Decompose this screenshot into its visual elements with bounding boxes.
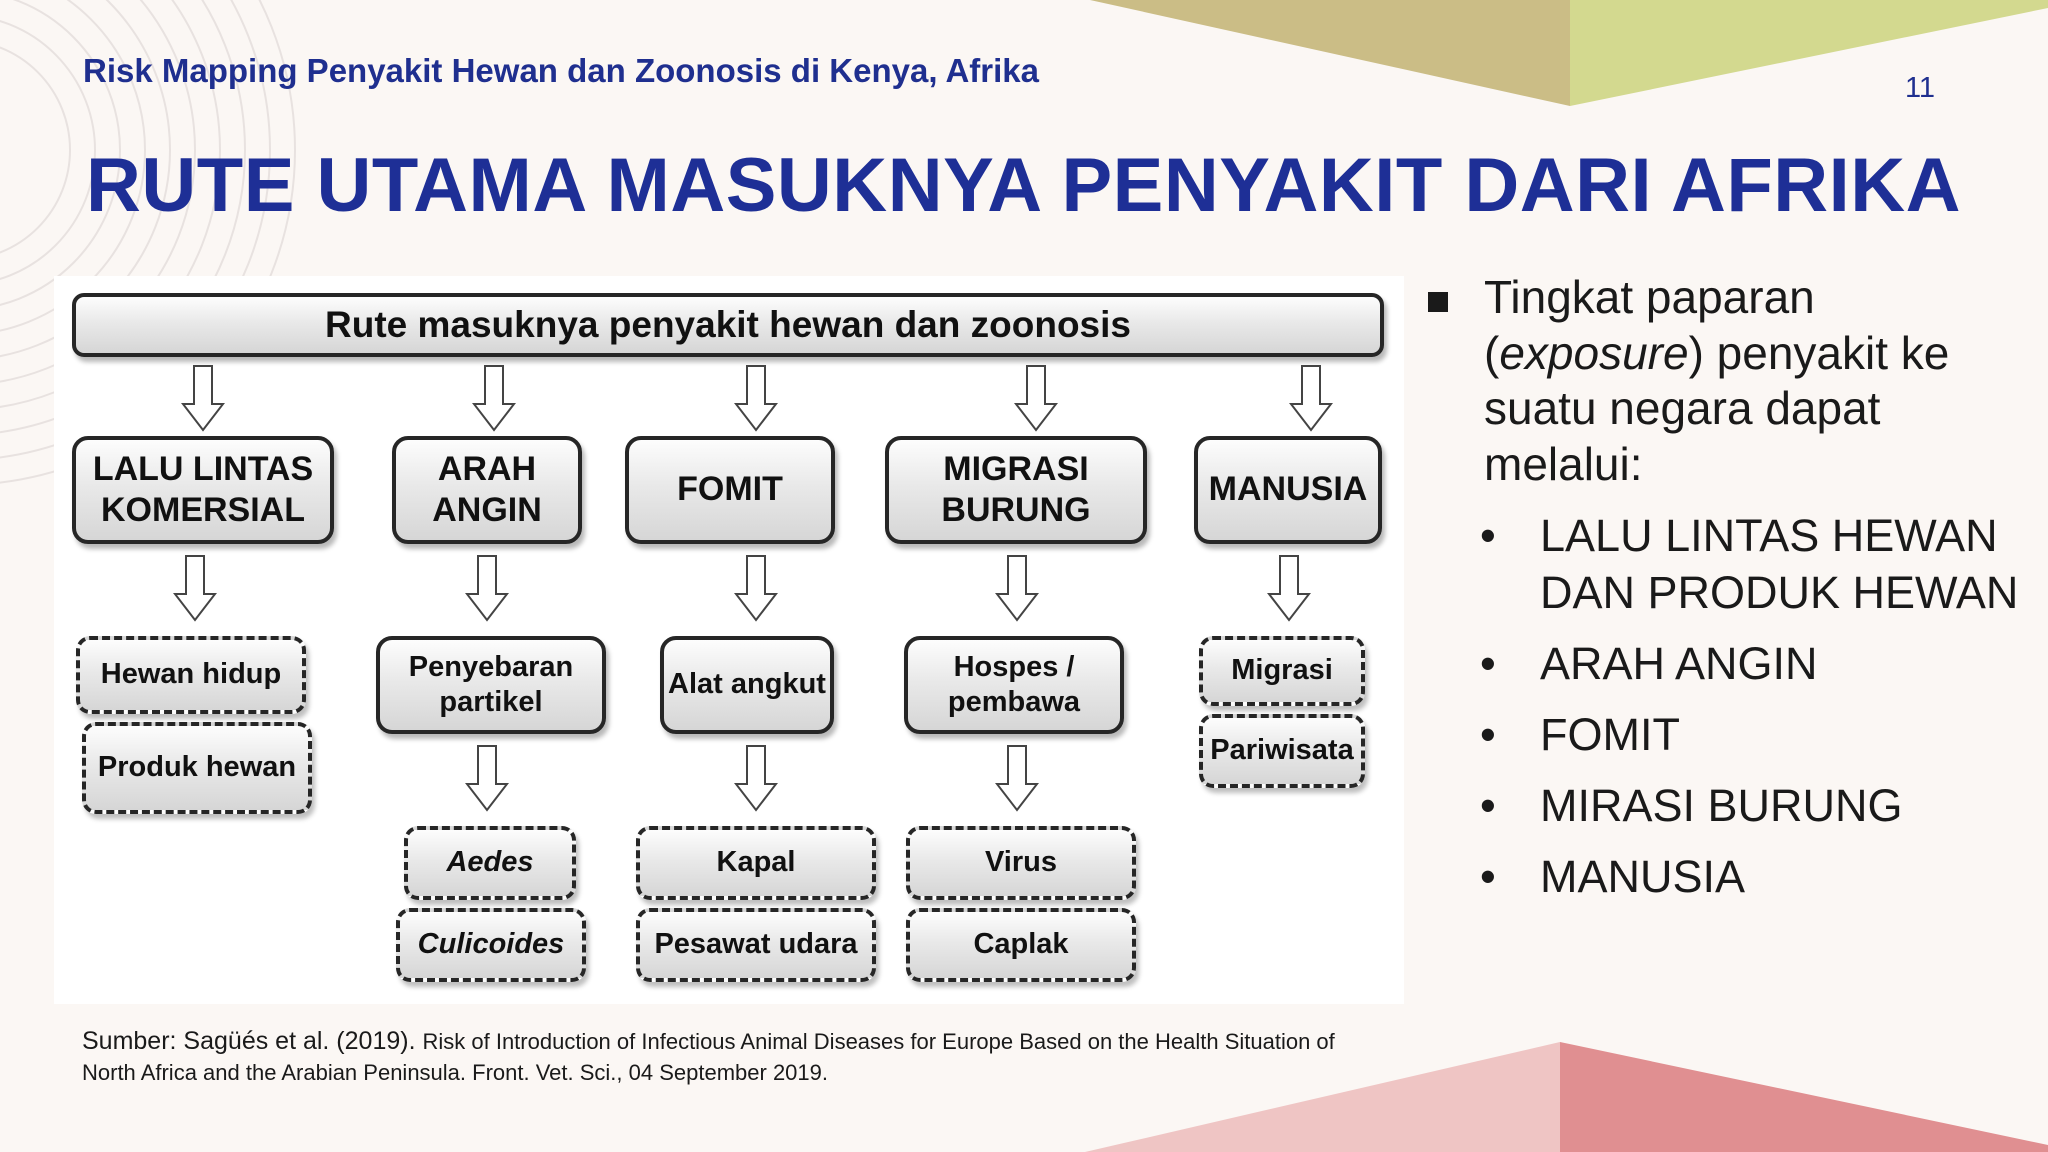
node-transport-vehicle: Alat angkut: [660, 636, 834, 734]
down-arrow-icon: [995, 744, 1039, 812]
down-arrow-icon: [734, 554, 778, 622]
node-live-animals: Hewan hidup: [76, 636, 306, 714]
bullet-dot-icon: •: [1480, 780, 1496, 832]
node-host-carrier: Hospes / pembawa: [904, 636, 1124, 734]
bullet-item: • MANUSIA: [1424, 848, 2024, 905]
bullet-item: • FOMIT: [1424, 706, 2024, 763]
route-commercial-traffic: LALU LINTAS KOMERSIAL: [72, 436, 334, 544]
node-aedes: Aedes: [404, 826, 576, 900]
route-human: MANUSIA: [1194, 436, 1382, 544]
down-arrow-icon: [734, 364, 778, 432]
bullet-dot-icon: •: [1480, 851, 1496, 903]
down-arrow-icon: [472, 364, 516, 432]
bullet-dot-icon: •: [1480, 509, 1496, 561]
slide-title: RUTE UTAMA MASUKNYA PENYAKIT DARI AFRIKA: [86, 143, 1962, 228]
diagram-header: Rute masuknya penyakit hewan dan zoonosis: [72, 293, 1384, 357]
down-arrow-icon: [995, 554, 1039, 622]
top-olive-triangle: [1090, 0, 1570, 106]
bottom-rose-triangle: [1560, 1042, 2048, 1152]
route-bird-migration: MIGRASI BURUNG: [885, 436, 1147, 544]
node-animal-products: Produk hewan: [82, 722, 312, 814]
bullet-dot-icon: •: [1480, 637, 1496, 689]
down-arrow-icon: [465, 744, 509, 812]
source-reference: Risk of Introduction of Infectious Animal Diseases for Europe Based on the Health Situation of North Africa and the Arabian Peninsula. Front. Vet. Sci., 04 September 2019.: [82, 1029, 1335, 1085]
down-arrow-icon: [173, 554, 217, 622]
node-tick: Caplak: [906, 908, 1136, 982]
route-fomite: FOMIT: [625, 436, 835, 544]
node-tourism: Pariwisata: [1199, 714, 1365, 788]
node-aircraft: Pesawat udara: [636, 908, 876, 982]
down-arrow-icon: [465, 554, 509, 622]
square-bullet-icon: [1428, 292, 1448, 312]
slide-subtitle: Risk Mapping Penyakit Hewan dan Zoonosis di Kenya, Afrika: [83, 52, 1039, 89]
node-virus: Virus: [906, 826, 1136, 900]
exposure-bullet-list: [1424, 270, 2024, 905]
down-arrow-icon: [1289, 364, 1333, 432]
bullet-dot-icon: •: [1480, 709, 1496, 761]
bullet-item: • ARAH ANGIN: [1424, 635, 2024, 692]
top-green-triangle: [1570, 0, 2048, 106]
bullet-item: • LALU LINTAS HEWAN DAN PRODUK HEWAN: [1424, 507, 2024, 621]
down-arrow-icon: [1267, 554, 1311, 622]
route-diagram: [54, 276, 1404, 1004]
page-number: 11: [1904, 72, 1936, 104]
node-particle-dispersal: Penyebaran partikel: [376, 636, 606, 734]
node-culicoides: Culicoides: [396, 908, 586, 982]
down-arrow-icon: [1014, 364, 1058, 432]
down-arrow-icon: [734, 744, 778, 812]
source-citation: [82, 1026, 1382, 1087]
down-arrow-icon: [181, 364, 225, 432]
bullet-intro: Tingkat paparan (exposure) penyakit ke suatu negara dapat melalui:: [1424, 270, 2024, 493]
node-migration: Migrasi: [1199, 636, 1365, 706]
source-prefix: Sumber: Sagüés et al. (2019).: [82, 1027, 416, 1055]
route-wind-direction: ARAH ANGIN: [392, 436, 582, 544]
bullet-item: • MIRASI BURUNG: [1424, 777, 2024, 834]
node-ship: Kapal: [636, 826, 876, 900]
